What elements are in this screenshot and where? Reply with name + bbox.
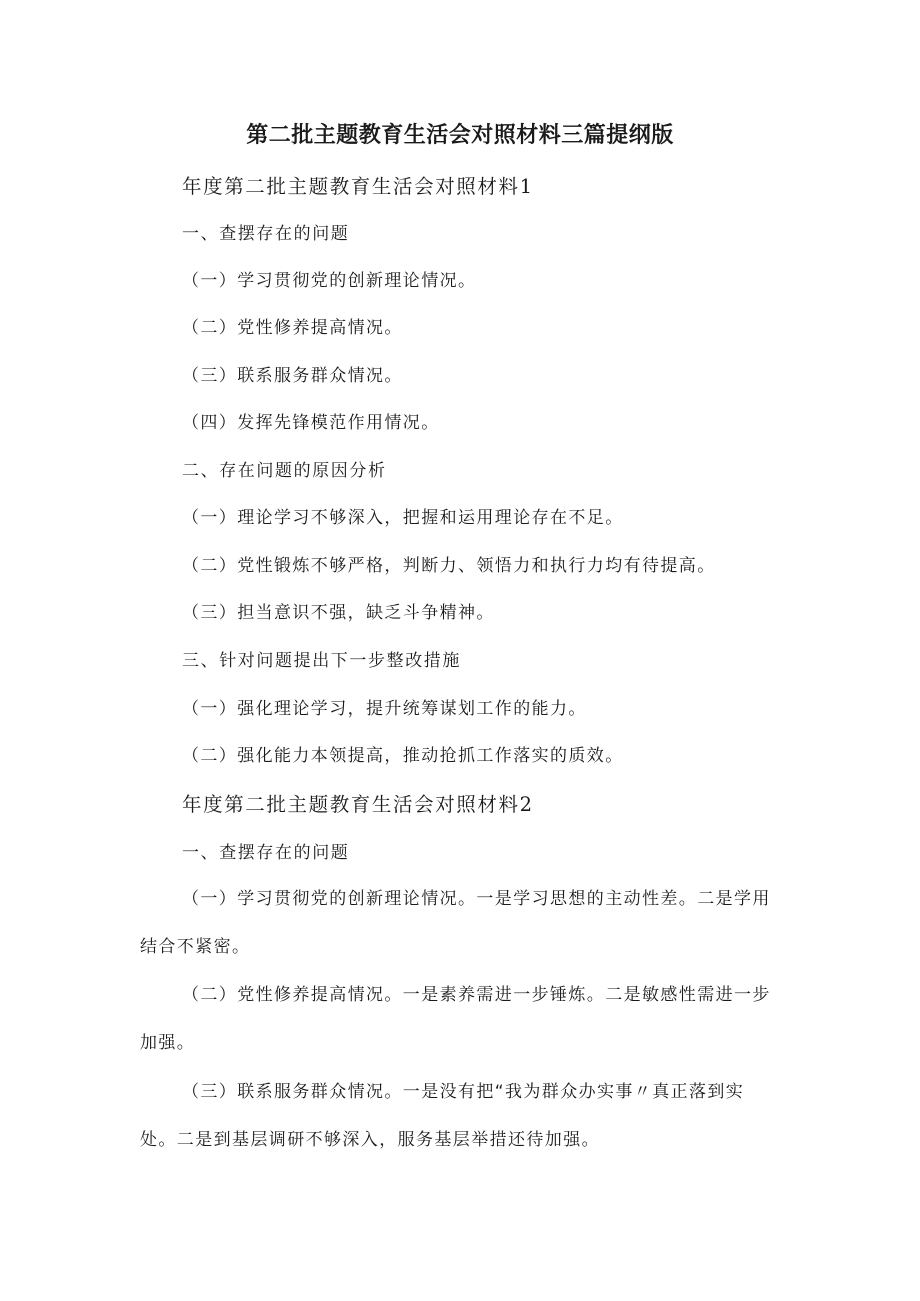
material-1-heading: 年度第二批主题教育生活会对照材料1 [182, 175, 534, 198]
material-2-paragraph-line: （二）党性修养提高情况。一是素养需进一步锤炼。二是敏感性需进一步 [182, 985, 771, 1005]
material-1-section-2-item: （二）党性锻炼不够严格，判断力、领悟力和执行力均有待提高。 [182, 556, 716, 576]
material-1-section-1-item: （一）学习贯彻党的创新理论情况。 [182, 271, 477, 291]
material-2-paragraph-line: （一）学习贯彻党的创新理论情况。一是学习思想的主动性差。二是学用 [182, 889, 771, 909]
material-1-section-3-item: （一）强化理论学习，提升统筹谋划工作的能力。 [182, 699, 587, 719]
material-2-paragraph-line: 处。二是到基层调研不够深入，服务基层举措还待加强。 [140, 1130, 600, 1150]
document-title: 第二批主题教育生活会对照材料三篇提纲版 [246, 123, 674, 148]
material-1-section-1-item: （二）党性修养提高情况。 [182, 318, 403, 338]
material-1-section-3-item: （二）强化能力本领提高，推动抢抓工作落实的质效。 [182, 746, 624, 766]
material-2-paragraph-line: 结合不紧密。 [140, 937, 251, 957]
material-2-heading: 年度第二批主题教育生活会对照材料2 [182, 793, 534, 816]
material-1-section-3-heading: 三、针对问题提出下一步整改措施 [182, 651, 461, 671]
material-1-section-2-heading: 二、存在问题的原因分析 [182, 461, 387, 481]
material-2-section-1-heading: 一、查摆存在的问题 [182, 843, 350, 863]
material-1-section-2-item: （三）担当意识不强，缺乏斗争精神。 [182, 603, 495, 623]
material-1-section-1-item: （三）联系服务群众情况。 [182, 366, 403, 386]
material-1-section-2-item: （一）理论学习不够深入，把握和运用理论存在不足。 [182, 508, 624, 528]
material-1-section-1-item: （四）发挥先锋模范作用情况。 [182, 413, 440, 433]
material-2-paragraph-line: 加强。 [140, 1033, 196, 1053]
material-2-paragraph-line: （三）联系服务群众情况。一是没有把“我为群众办实事〃真正落到实 [182, 1082, 745, 1102]
material-1-section-1-heading: 一、查摆存在的问题 [182, 224, 350, 244]
